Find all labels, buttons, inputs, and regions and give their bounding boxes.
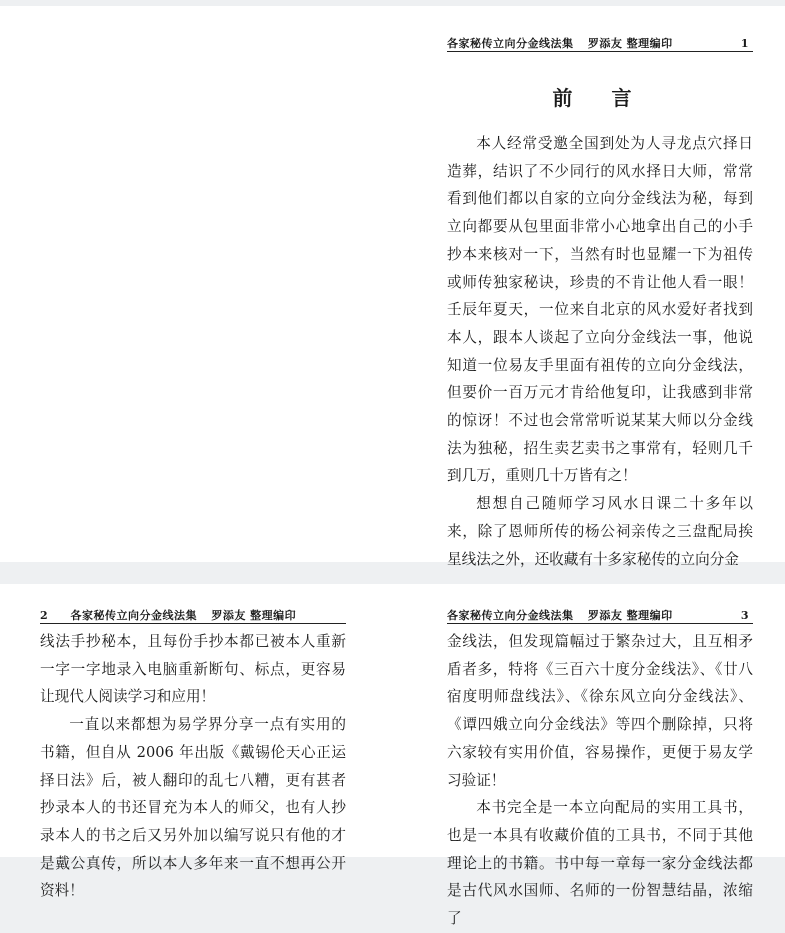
paragraph: 本书完全是一本立向配局的实用工具书，也是一本具有收藏价值的工具书，不同于其他理论上的书籍。书中每一章每一家分金线法都是古代风水国师、名师的一份智慧结晶，浓缩了 bbox=[447, 799, 753, 928]
paragraph: 线法手抄秘本，且每份手抄本都已被本人重新一字一字地录入电脑重新断句、标点，更容易让现代人阅读学习和应用！ bbox=[40, 633, 346, 706]
page-number: 1 bbox=[740, 37, 749, 50]
page-body bbox=[447, 628, 753, 933]
page-number: 2 bbox=[40, 609, 49, 622]
upper-spread bbox=[0, 6, 785, 568]
page-1 bbox=[447, 36, 753, 568]
paragraph: 想想自己随师学习风水日课二十多年以来，除了恩师所传的杨公祠亲传之三盘配局挨星线法之外，还收藏有十多家秘传的立向分金 bbox=[447, 495, 753, 568]
page-3 bbox=[447, 608, 753, 928]
paragraph: 本人经常受邀全国到处为人寻龙点穴择日造葬，结识了不少同行的风水择日大师，常常看到他们都以自家的立向分金线法为秘，每到立向都要从包里面非常小心地拿出自己的小手抄本来核对一下，当然有时也显耀一下为祖传或师传独家秘诀，珍贵的不肯让他人看一眼！壬辰年夏天，一位来自北京的风水爱好者找到本人，跟本人谈起了立向分金线法一事，他说知道一位易友手里面有祖传的立向分金线法，但要价一百万元才肯给他复印，让我感到非常的惊讶！不过也会常常听说某某大师以分金线法为独秘，招生卖艺卖书之事常有，轻则几千到几万，重则几十万皆有之！ bbox=[447, 135, 753, 485]
running-header bbox=[447, 608, 753, 624]
header-author: 罗添友 整理编印 bbox=[587, 609, 673, 622]
header-book-title: 各家秘传立向分金线法集 bbox=[447, 37, 574, 50]
paragraph: 一直以来都想为易学界分享一点有实用的书籍，但自从 2006 年出版《戴锡伦天心正运择日法》后，被人翻印的乱七八糟，更有甚者抄录本人的书还冒充为本人的师父，也有人抄录本人的书之后又另外加以编写说只有他的才是戴公真传，所以本人多年来一直不想再公开资料！ bbox=[40, 716, 346, 900]
lower-spread bbox=[0, 584, 785, 928]
running-header bbox=[447, 36, 753, 52]
header-author: 罗添友 整理编印 bbox=[587, 37, 673, 50]
paragraph: 金线法，但发现篇幅过于繁杂过大，且互相矛盾者多，特将《三百六十度分金线法》、《廿八宿度明师盘线法》、《徐东风立向分金线法》、《谭四娥立向分金线法》等四个删除掉，只将六家较有实用价值，容易操作，更便于易友学习验证！ bbox=[447, 633, 753, 789]
running-header bbox=[40, 608, 346, 624]
page-body bbox=[40, 628, 346, 905]
page-number: 3 bbox=[740, 609, 749, 622]
header-author: 罗添友 整理编印 bbox=[211, 609, 297, 622]
page-body bbox=[447, 130, 753, 573]
chapter-title: 前 言 bbox=[552, 86, 648, 110]
page-2 bbox=[40, 608, 346, 900]
header-book-title: 各家秘传立向分金线法集 bbox=[447, 609, 574, 622]
header-book-title: 各家秘传立向分金线法集 bbox=[70, 609, 197, 622]
